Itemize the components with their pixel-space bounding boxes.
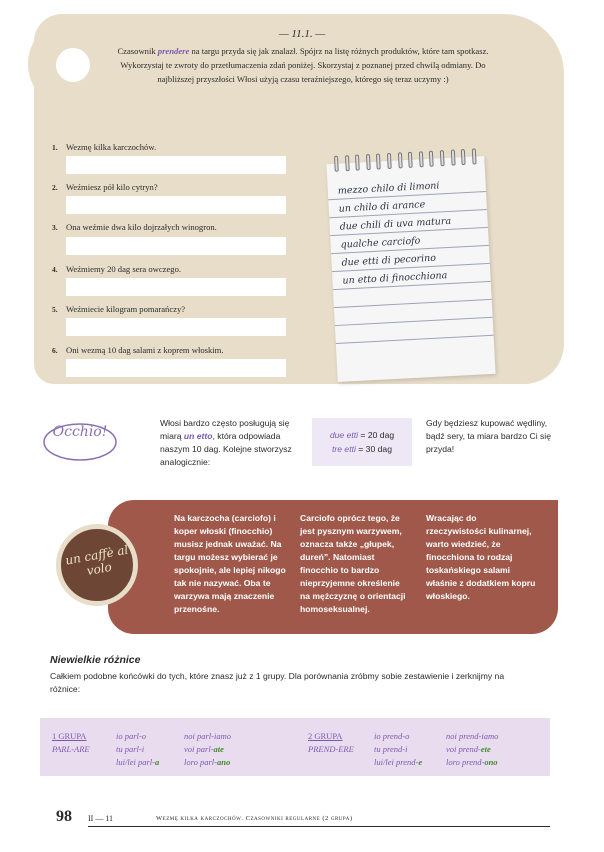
info-text-etto: Włosi bardzo często posługują się miarą un etto, która odpowiada naszym 10 dag. Kolejne stworzysz analogicznie: bbox=[160, 418, 292, 467]
page-number: 98 bbox=[56, 808, 72, 825]
exercise-item-2: 2. Weźmiesz pół kilo cytryn? bbox=[52, 182, 158, 192]
chapter-part: II — 11 bbox=[88, 814, 114, 823]
board-hole bbox=[56, 48, 90, 82]
answer-field-4[interactable] bbox=[66, 278, 286, 296]
etti-examples-box bbox=[312, 418, 412, 466]
grupa2-ending: PREND-ERE bbox=[308, 744, 354, 754]
exercise-item-6: 6. Oni wezmą 10 dag salami z koprem włoskim. bbox=[52, 345, 224, 355]
exercise-number: — 11.1. — bbox=[278, 28, 326, 40]
answer-field-3[interactable] bbox=[66, 237, 286, 255]
occhio-label: Occhio! bbox=[52, 424, 108, 440]
notepad-lines bbox=[327, 174, 493, 344]
note-line: un etto di finocchiona bbox=[332, 264, 491, 290]
olive-icon bbox=[40, 414, 128, 470]
note-line: mezzo chilo di limoni bbox=[327, 174, 486, 200]
exercise-item-3: 3. Ona weźmie dwa kilo dojrzałych winogron. bbox=[52, 222, 217, 232]
brown-text-col-2: Carciofo oprócz tego, że jest pysznym warzywem, oznacza także „głupek, dureń”. Natomiast finocchio to bardzo nieprzyjemne określenie na mężczyznę o orientacji homoseksualnej. bbox=[300, 513, 406, 614]
occhio-olive-icon bbox=[40, 414, 128, 470]
answer-field-2[interactable] bbox=[66, 196, 286, 214]
note-line: due chili di uva matura bbox=[329, 210, 488, 236]
chapter-title: Wezmę kilka karczochów. Czasowniki regularne (2 grupa) bbox=[156, 815, 353, 822]
grupa2-singular: io prend-o tu prend-i lui/lei prend-e bbox=[374, 731, 423, 767]
answer-field-6[interactable] bbox=[66, 359, 286, 377]
footer-rule bbox=[88, 826, 550, 827]
coffee-label: un caffè al volo bbox=[64, 542, 130, 578]
answer-field-5[interactable] bbox=[66, 318, 286, 336]
note-line: qualche carciofo bbox=[330, 228, 489, 254]
section-title: Niewielkie różnice bbox=[50, 654, 141, 666]
info-text-cold-cuts: Gdy będziesz kupować wędliny, bądź sery, ta miara bardzo Ci się przyda! bbox=[426, 418, 551, 454]
brown-text-col-1: Na karczocha (carciofo) i koper włoski (finocchio) musisz jednak uważać. Na targu możesz wybierać je spokojnie, ale lepiej nikogo tak nie nazywać. Oba te warzywa mają znaczenie przenośne. bbox=[174, 513, 286, 614]
note-line: due etti di pecorino bbox=[331, 246, 490, 272]
etti-line-2: tre etti = 30 dag bbox=[332, 444, 392, 454]
grupa2-header: 2 GRUPA bbox=[308, 731, 343, 741]
grupa1-ending: PARL-ARE bbox=[52, 744, 90, 754]
etti-line-1: due etti = 20 dag bbox=[329, 430, 395, 440]
grupa1-header: 1 GRUPA bbox=[52, 731, 87, 741]
answer-field-1[interactable] bbox=[66, 156, 286, 174]
brown-text-col-3: Wracając do rzeczywistości kulinarnej, warto wiedzieć, że finocchiona to rodzaj toskańskiego salami właśnie z dodatkiem kopru włoskiego. bbox=[426, 513, 536, 601]
grupa1-plural: noi parl-iamo voi parl-ate loro parl-ano bbox=[184, 731, 231, 767]
exercise-item-4: 4. Weźmiemy 20 dag sera owczego. bbox=[52, 264, 182, 274]
exercise-intro: Czasownik prendere na targu przyda się jak znalazł. Spójrz na listę różnych produktów, które tam spotkasz. Wykorzystaj te zwroty do przetłumaczenia zdań poniżej. Skorzystaj z poznanej przed chwilą odmiany. Do najbliższej przyszłości Włosi użyją czasu teraźniejszego, którego się teraz uczymy :) bbox=[117, 46, 489, 84]
exercise-item-5: 5. Weźmiecie kilogram pomarańczy? bbox=[52, 304, 186, 314]
grupa1-singular: io parl-o tu parl-i lui/lei parl-a bbox=[116, 731, 160, 767]
section-intro: Całkiem podobne końcówki do tych, które znasz już z 1 grupy. Dla porównania zróbmy sobie zestawienie i zerknijmy na różnice: bbox=[50, 671, 505, 694]
note-line: un chilo di arance bbox=[328, 192, 487, 218]
exercise-item-1: 1. Wezmę kilka karczochów. bbox=[52, 142, 157, 152]
shopping-list-notepad bbox=[326, 156, 495, 382]
grupa2-plural: noi prend-iamo voi prend-ete loro prend-ono bbox=[446, 731, 499, 767]
